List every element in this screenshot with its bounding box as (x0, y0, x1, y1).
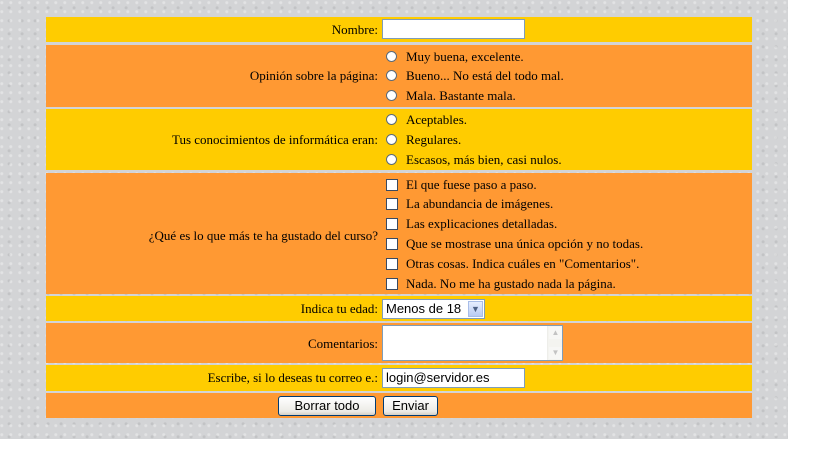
knowledge-option-label: Aceptables. (406, 112, 468, 127)
reset-button[interactable]: Borrar todo (278, 396, 376, 416)
email-label: Escribe, si lo deseas tu correo e.: (207, 370, 378, 385)
comments-textarea[interactable] (382, 325, 563, 361)
row-liked (46, 173, 752, 294)
liked-option-label: Otras cosas. Indica cuáles en "Comentarios". (406, 256, 640, 271)
chevron-down-icon[interactable]: ▼ (468, 301, 483, 317)
radio-button[interactable] (386, 134, 397, 145)
comments-label: Comentarios: (307, 336, 378, 351)
scroll-down-icon[interactable]: ▼ (549, 347, 562, 359)
radio-button[interactable] (386, 51, 397, 62)
checkbox[interactable] (386, 218, 398, 230)
age-label: Indica tu edad: (300, 301, 378, 316)
knowledge-option-label: Escasos, más bien, casi nulos. (406, 152, 562, 167)
checkbox[interactable] (386, 198, 398, 210)
liked-option-label: Que se mostrase una única opción y no todas. (406, 236, 644, 251)
textarea-scrollbar[interactable] (547, 326, 562, 360)
opinion-option-label: Mala. Bastante mala. (406, 88, 516, 103)
knowledge-option-label: Regulares. (406, 132, 462, 147)
opinion-option-label: Bueno... No está del todo mal. (406, 68, 564, 83)
age-selected-value: Menos de 18 (386, 301, 462, 316)
email-input[interactable]: login@servidor.es (382, 368, 525, 388)
age-select[interactable] (382, 299, 485, 319)
submit-button[interactable]: Enviar (383, 396, 438, 416)
checkbox[interactable] (386, 238, 398, 250)
row-opinion (46, 45, 752, 107)
opinion-label: Opinión sobre la página: (249, 68, 378, 83)
scroll-up-icon[interactable]: ▲ (549, 327, 562, 339)
knowledge-label: Tus conocimientos de informática eran: (171, 132, 378, 147)
name-label: Nombre: (331, 22, 378, 37)
radio-button[interactable] (386, 90, 397, 101)
checkbox[interactable] (386, 278, 398, 290)
name-input[interactable] (382, 19, 525, 39)
checkbox[interactable] (386, 258, 398, 270)
liked-option-label: Las explicaciones detalladas. (406, 216, 558, 231)
row-name (46, 17, 752, 42)
liked-option-label: Nada. No me ha gustado nada la página. (406, 276, 616, 291)
liked-option-label: El que fuese paso a paso. (406, 177, 537, 192)
checkbox[interactable] (386, 179, 398, 191)
row-buttons (46, 393, 752, 418)
row-email (46, 365, 752, 391)
opinion-option-label: Muy buena, excelente. (406, 49, 524, 64)
radio-button[interactable] (386, 154, 397, 165)
row-knowledge (46, 109, 752, 170)
liked-label: ¿Qué es lo que más te ha gustado del curso? (148, 228, 378, 243)
radio-button[interactable] (386, 114, 397, 125)
row-comments (46, 323, 752, 363)
liked-option-label: La abundancia de imágenes. (406, 196, 554, 211)
radio-button[interactable] (386, 70, 397, 81)
row-age (46, 296, 752, 321)
